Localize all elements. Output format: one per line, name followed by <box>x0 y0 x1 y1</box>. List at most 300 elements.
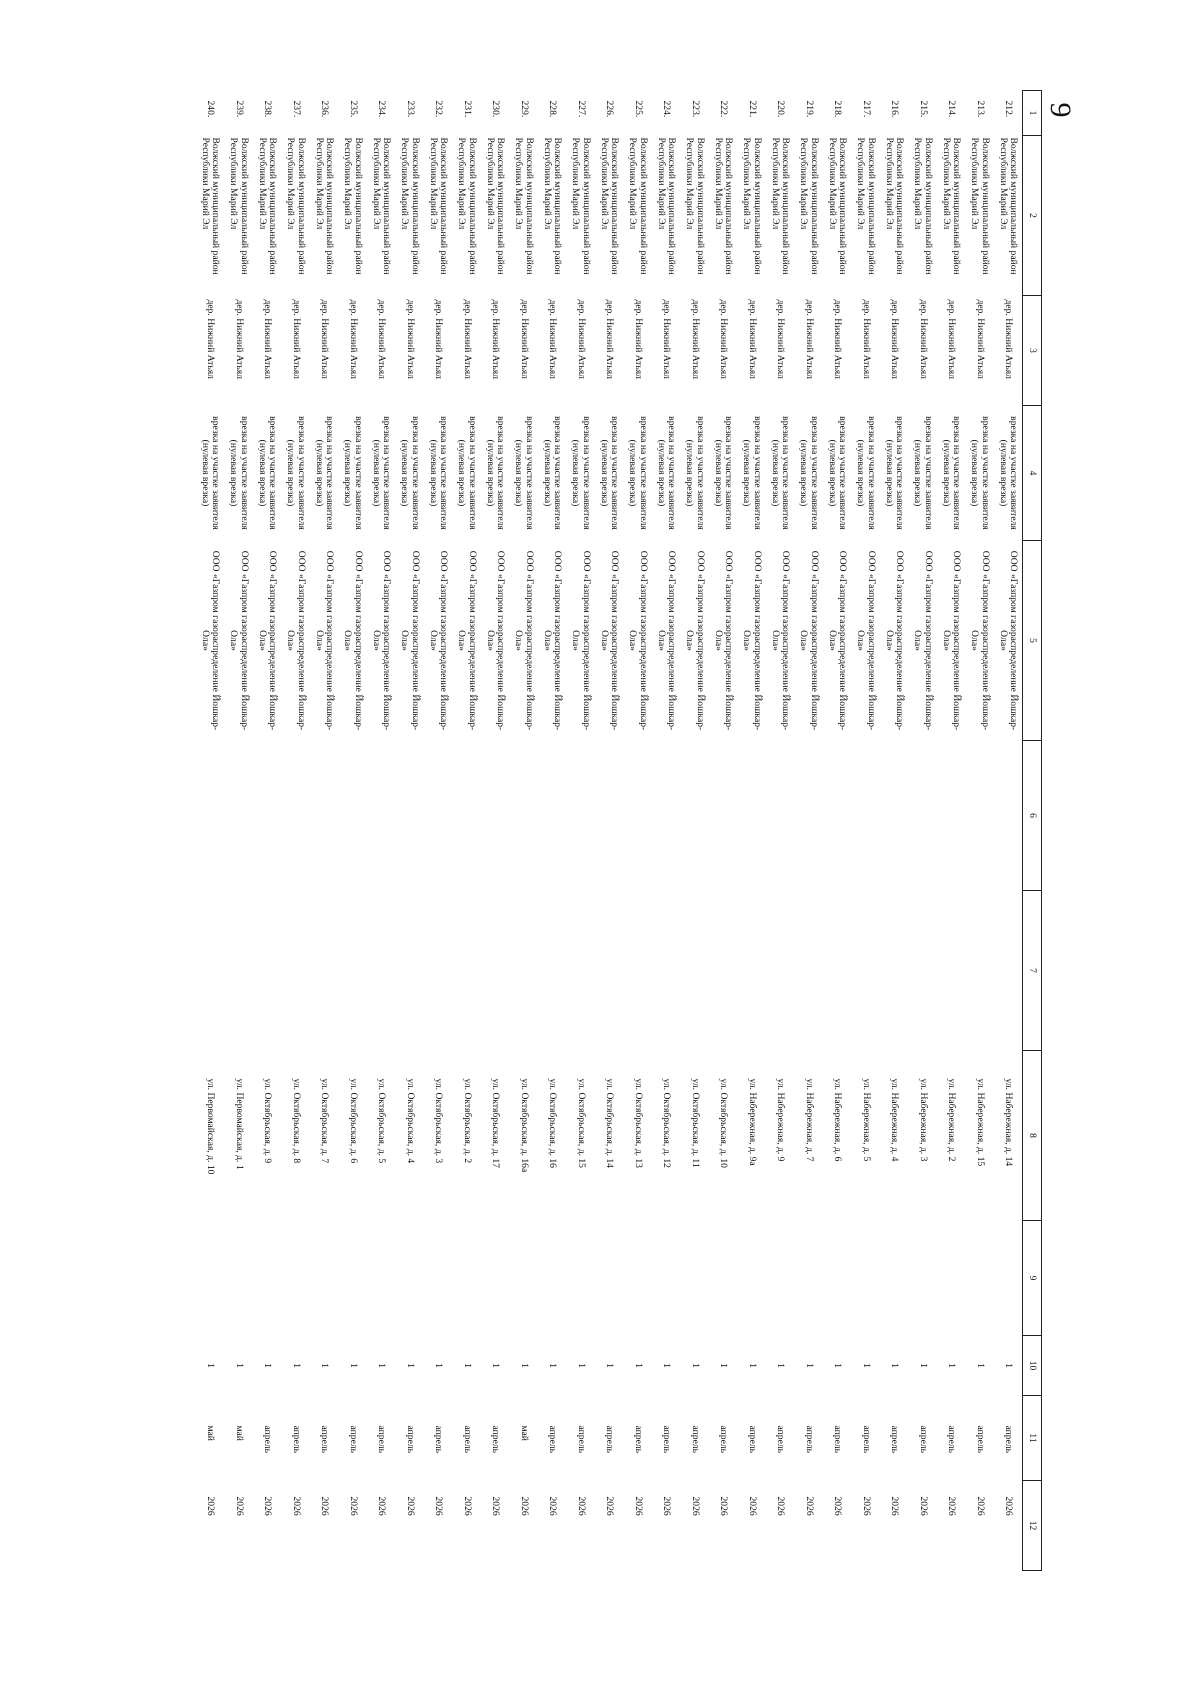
row-number: 224. <box>661 100 673 118</box>
address-cell: ул. Набережная, д. 7 <box>803 1078 815 1162</box>
year-cell: 2026 <box>889 1496 901 1516</box>
address-cell: ул. Октябрьская, д. 14 <box>604 1078 616 1168</box>
organization-cell: ООО «Газпром газораспределение Йошкар-Ола» <box>256 550 279 731</box>
column-6-cell <box>880 741 909 891</box>
table-row <box>196 91 225 1571</box>
quantity-cell: 1 <box>803 1363 815 1368</box>
organization-cell: ООО «Газпром газораспределение Йошкар-Ола» <box>940 550 963 731</box>
column-6-cell <box>851 741 880 891</box>
column-6-cell <box>566 741 595 891</box>
header-cell-3: 3 <box>1023 296 1042 406</box>
column-9-cell <box>566 1221 595 1336</box>
column-6-cell <box>481 741 510 891</box>
quantity-cell: 1 <box>490 1363 502 1368</box>
table-row <box>652 91 681 1571</box>
row-number: 229. <box>518 100 530 118</box>
quantity-cell: 1 <box>404 1363 416 1368</box>
table-row <box>395 91 424 1571</box>
organization-cell: ООО «Газпром газораспределение Йошкар-Ола» <box>456 550 478 731</box>
column-9-cell <box>680 1221 709 1336</box>
work-type-cell: врезка на участке заявителя (нулевая врезка) <box>456 416 478 530</box>
row-number: 239. <box>233 100 245 118</box>
organization-cell: ООО «Газпром газораспределение Йошкар-Ола» <box>228 550 250 731</box>
month-cell: апрель <box>319 1425 331 1453</box>
year-cell: 2026 <box>661 1496 673 1516</box>
organization-cell: ООО «Газпром газораспределение Йошкар-Ола» <box>598 550 621 731</box>
column-6-cell <box>367 741 396 891</box>
district-cell: Волжский муниципальный район Республики Марий Эл <box>969 137 991 275</box>
column-7-cell <box>880 891 909 1051</box>
address-cell: ул. Октябрьская, д. 12 <box>661 1078 673 1168</box>
column-9-cell <box>880 1221 909 1336</box>
column-6-cell <box>538 741 567 891</box>
quantity-cell: 1 <box>946 1363 958 1368</box>
row-number: 213. <box>974 100 986 118</box>
column-7-cell <box>310 891 339 1051</box>
work-type-cell: врезка на участке заявителя (нулевая врезка) <box>228 416 250 530</box>
settlement-cell: дер. Нижний Атьял <box>205 299 217 379</box>
month-cell: апрель <box>661 1425 673 1453</box>
column-9-cell <box>965 1221 994 1336</box>
header-cell-9: 9 <box>1023 1221 1042 1336</box>
quantity-cell: 1 <box>746 1363 758 1368</box>
column-7-cell <box>367 891 396 1051</box>
column-9-cell <box>338 1221 367 1336</box>
settlement-cell: дер. Нижний Атьял <box>319 299 331 379</box>
quantity-cell: 1 <box>575 1363 587 1368</box>
month-cell: апрель <box>604 1425 616 1453</box>
address-cell: ул. Октябрьская, д. 11 <box>689 1078 701 1168</box>
month-cell: апрель <box>832 1425 844 1453</box>
work-type-cell: врезка на участке заявителя (нулевая врезка) <box>769 416 792 530</box>
column-9-cell <box>310 1221 339 1336</box>
column-7-cell <box>794 891 823 1051</box>
district-cell: Волжский муниципальный район Республики Марий Эл <box>313 137 336 275</box>
settlement-cell: дер. Нижний Атьял <box>946 299 958 379</box>
settlement-cell: дер. Нижний Атьял <box>575 299 587 379</box>
settlement-cell: дер. Нижний Атьял <box>518 299 530 379</box>
column-7-cell <box>509 891 538 1051</box>
table-row <box>367 91 396 1571</box>
month-cell: апрель <box>689 1425 701 1453</box>
column-7-cell <box>595 891 624 1051</box>
settlement-cell: дер. Нижний Атьял <box>746 299 758 379</box>
column-6-cell <box>595 741 624 891</box>
table-body <box>196 91 1023 1571</box>
work-type-cell: врезка на участке заявителя (нулевая врезка) <box>712 416 735 530</box>
address-cell: ул. Октябрьская, д. 17 <box>490 1078 502 1168</box>
work-type-cell: врезка на участке заявителя (нулевая врезка) <box>798 416 820 530</box>
year-cell: 2026 <box>718 1496 730 1516</box>
column-7-cell <box>823 891 852 1051</box>
table-container <box>192 90 1042 1570</box>
column-6-cell <box>253 741 282 891</box>
column-9-cell <box>937 1221 966 1336</box>
organization-cell: ООО «Газпром газораспределение Йошкар-Ола» <box>627 550 649 731</box>
column-9-cell <box>709 1221 738 1336</box>
district-cell: Волжский муниципальный район Республики Марий Эл <box>940 137 963 275</box>
quantity-cell: 1 <box>974 1363 986 1368</box>
column-6-cell <box>452 741 481 891</box>
row-number: 220. <box>775 100 787 118</box>
month-cell: апрель <box>718 1425 730 1453</box>
column-6-cell <box>680 741 709 891</box>
district-cell: Волжский муниципальный район Республики Марий Эл <box>712 137 735 275</box>
table-row <box>766 91 795 1571</box>
work-type-cell: врезка на участке заявителя (нулевая врезка) <box>313 416 336 530</box>
settlement-cell: дер. Нижний Атьял <box>974 299 986 379</box>
column-7-cell <box>338 891 367 1051</box>
work-type-cell: врезка на участке заявителя (нулевая врезка) <box>598 416 621 530</box>
address-cell: ул. Октябрьская, д. 10 <box>718 1078 730 1168</box>
page-number: 9 <box>1044 102 1077 118</box>
settlement-cell: дер. Нижний Атьял <box>775 299 787 379</box>
quantity-cell: 1 <box>832 1363 844 1368</box>
row-number: 236. <box>319 100 331 118</box>
settlement-cell: дер. Нижний Атьял <box>803 299 815 379</box>
settlement-cell: дер. Нижний Атьял <box>917 299 929 379</box>
year-cell: 2026 <box>262 1496 274 1516</box>
address-cell: ул. Октябрьская, д. 13 <box>632 1078 644 1168</box>
year-cell: 2026 <box>433 1496 445 1516</box>
column-6-cell <box>965 741 994 891</box>
column-9-cell <box>595 1221 624 1336</box>
year-cell: 2026 <box>974 1496 986 1516</box>
quantity-cell: 1 <box>604 1363 616 1368</box>
column-7-cell <box>652 891 681 1051</box>
column-6-cell <box>766 741 795 891</box>
row-number: 214. <box>946 100 958 118</box>
column-6-cell <box>281 741 310 891</box>
header-cell-8: 8 <box>1023 1051 1042 1221</box>
row-number: 217. <box>860 100 872 118</box>
district-cell: Волжский муниципальный район Республики Марий Эл <box>513 137 535 275</box>
quantity-cell: 1 <box>205 1363 217 1368</box>
work-type-cell: врезка на участке заявителя (нулевая врезка) <box>940 416 963 530</box>
address-cell: ул. Октябрьская, д. 16 <box>547 1078 559 1168</box>
header-cell-6: 6 <box>1023 741 1042 891</box>
column-7-cell <box>851 891 880 1051</box>
organization-cell: ООО «Газпром газораспределение Йошкар-Ола» <box>199 550 222 731</box>
column-7-cell <box>566 891 595 1051</box>
table-row <box>452 91 481 1571</box>
work-type-cell: врезка на участке заявителя (нулевая врезка) <box>370 416 393 530</box>
organization-cell: ООО «Газпром газораспределение Йошкар-Ола» <box>427 550 450 731</box>
year-cell: 2026 <box>347 1496 359 1516</box>
month-cell: май <box>518 1425 530 1441</box>
month-cell: апрель <box>974 1425 986 1453</box>
year-cell: 2026 <box>575 1496 587 1516</box>
organization-cell: ООО «Газпром газораспределение Йошкар-Ола» <box>798 550 820 731</box>
month-cell: апрель <box>775 1425 787 1453</box>
quantity-cell: 1 <box>889 1363 901 1368</box>
organization-cell: ООО «Газпром газораспределение Йошкар-Ола» <box>997 550 1020 731</box>
settlement-cell: дер. Нижний Атьял <box>689 299 701 379</box>
row-number: 231. <box>461 100 473 118</box>
column-7-cell <box>908 891 937 1051</box>
table-row <box>338 91 367 1571</box>
address-cell: ул. Октябрьская, д. 4 <box>404 1078 416 1164</box>
row-number: 233. <box>404 100 416 118</box>
row-number: 240. <box>205 100 217 118</box>
column-9-cell <box>452 1221 481 1336</box>
column-9-cell <box>367 1221 396 1336</box>
month-cell: апрель <box>376 1425 388 1453</box>
district-cell: Волжский муниципальный район Республики Марий Эл <box>199 137 222 275</box>
header-cell-4: 4 <box>1023 406 1042 541</box>
column-6-cell <box>224 741 253 891</box>
column-6-cell <box>937 741 966 891</box>
work-type-cell: врезка на участке заявителя (нулевая врезка) <box>199 416 222 530</box>
settlement-cell: дер. Нижний Атьял <box>661 299 673 379</box>
column-6-cell <box>737 741 766 891</box>
organization-cell: ООО «Газпром газораспределение Йошкар-Ола» <box>883 550 906 731</box>
year-cell: 2026 <box>946 1496 958 1516</box>
column-7-cell <box>709 891 738 1051</box>
header-cell-2: 2 <box>1023 136 1042 296</box>
table-row <box>851 91 880 1571</box>
quantity-cell: 1 <box>290 1363 302 1368</box>
column-7-cell <box>395 891 424 1051</box>
settlement-cell: дер. Нижний Атьял <box>404 299 416 379</box>
year-cell: 2026 <box>832 1496 844 1516</box>
column-6-cell <box>823 741 852 891</box>
year-cell: 2026 <box>461 1496 473 1516</box>
settlement-cell: дер. Нижний Атьял <box>347 299 359 379</box>
column-6-cell <box>709 741 738 891</box>
settlement-cell: дер. Нижний Атьял <box>433 299 445 379</box>
quantity-cell: 1 <box>661 1363 673 1368</box>
year-cell: 2026 <box>490 1496 502 1516</box>
table-row <box>224 91 253 1571</box>
column-7-cell <box>994 891 1023 1051</box>
table-row <box>908 91 937 1571</box>
month-cell: апрель <box>262 1425 274 1453</box>
column-6-cell <box>908 741 937 891</box>
table-row <box>737 91 766 1571</box>
month-cell: апрель <box>889 1425 901 1453</box>
column-6-cell <box>994 741 1023 891</box>
column-7-cell <box>452 891 481 1051</box>
year-cell: 2026 <box>319 1496 331 1516</box>
settlement-cell: дер. Нижний Атьял <box>547 299 559 379</box>
year-cell: 2026 <box>689 1496 701 1516</box>
address-cell: ул. Октябрьская, д. 15 <box>575 1078 587 1168</box>
column-6-cell <box>509 741 538 891</box>
column-9-cell <box>538 1221 567 1336</box>
column-7-cell <box>196 891 225 1051</box>
work-type-cell: врезка на участке заявителя (нулевая врезка) <box>912 416 934 530</box>
month-cell: апрель <box>461 1425 473 1453</box>
row-number: 232. <box>433 100 445 118</box>
column-7-cell <box>253 891 282 1051</box>
settlement-cell: дер. Нижний Атьял <box>604 299 616 379</box>
month-cell: апрель <box>547 1425 559 1453</box>
year-cell: 2026 <box>518 1496 530 1516</box>
work-type-cell: врезка на участке заявителя (нулевая врезка) <box>399 416 421 530</box>
organization-cell: ООО «Газпром газораспределение Йошкар-Ола» <box>912 550 934 731</box>
column-7-cell <box>224 891 253 1051</box>
district-cell: Волжский муниципальный район Республики Марий Эл <box>769 137 792 275</box>
table-row <box>709 91 738 1571</box>
year-cell: 2026 <box>604 1496 616 1516</box>
table-row <box>424 91 453 1571</box>
column-7-cell <box>937 891 966 1051</box>
year-cell: 2026 <box>233 1496 245 1516</box>
column-7-cell <box>281 891 310 1051</box>
address-cell: ул. Октябрьская, д. 16а <box>518 1078 530 1173</box>
quantity-cell: 1 <box>689 1363 701 1368</box>
column-6-cell <box>310 741 339 891</box>
month-cell: апрель <box>860 1425 872 1453</box>
district-cell: Волжский муниципальный район Республики Марий Эл <box>684 137 706 275</box>
organization-cell: ООО «Газпром газораспределение Йошкар-Ола» <box>655 550 678 731</box>
table-row <box>509 91 538 1571</box>
organization-cell: ООО «Газпром газораспределение Йошкар-Ола» <box>484 550 507 731</box>
column-9-cell <box>224 1221 253 1336</box>
district-cell: Волжский муниципальный район Республики Марий Эл <box>912 137 934 275</box>
header-cell-1: 1 <box>1023 91 1042 136</box>
row-number: 234. <box>376 100 388 118</box>
settlement-cell: дер. Нижний Атьял <box>376 299 388 379</box>
header-cell-11: 11 <box>1023 1396 1042 1481</box>
month-cell: апрель <box>803 1425 815 1453</box>
district-cell: Волжский муниципальный район Республики Марий Эл <box>997 137 1020 275</box>
work-type-cell: врезка на участке заявителя (нулевая врезка) <box>883 416 906 530</box>
table-row <box>595 91 624 1571</box>
column-6-cell <box>424 741 453 891</box>
address-cell: ул. Набережная, д. 6 <box>832 1078 844 1162</box>
organization-cell: ООО «Газпром газораспределение Йошкар-Ола» <box>570 550 592 731</box>
district-cell: Волжский муниципальный район Республики Марий Эл <box>256 137 279 275</box>
column-9-cell <box>395 1221 424 1336</box>
month-cell: апрель <box>575 1425 587 1453</box>
row-number: 230. <box>490 100 502 118</box>
table-row <box>994 91 1023 1571</box>
header-row <box>1023 91 1042 1571</box>
column-7-cell <box>538 891 567 1051</box>
connection-schedule-table <box>196 90 1043 1571</box>
column-7-cell <box>965 891 994 1051</box>
row-number: 223. <box>689 100 701 118</box>
organization-cell: ООО «Газпром газораспределение Йошкар-Ола» <box>969 550 991 731</box>
address-cell: ул. Октябрьская, д. 6 <box>347 1078 359 1164</box>
month-cell: апрель <box>290 1425 302 1453</box>
address-cell: ул. Набережная, д. 9 <box>775 1078 787 1162</box>
row-number: 221. <box>746 100 758 118</box>
district-cell: Волжский муниципальный район Республики Марий Эл <box>826 137 849 275</box>
settlement-cell: дер. Нижний Атьял <box>233 299 245 379</box>
month-cell: апрель <box>1003 1425 1015 1453</box>
row-number: 212. <box>1003 100 1015 118</box>
year-cell: 2026 <box>1003 1496 1015 1516</box>
district-cell: Волжский муниципальный район Республики Марий Эл <box>342 137 364 275</box>
district-cell: Волжский муниципальный район Республики Марий Эл <box>598 137 621 275</box>
year-cell: 2026 <box>917 1496 929 1516</box>
row-number: 219. <box>803 100 815 118</box>
column-7-cell <box>680 891 709 1051</box>
table-row <box>880 91 909 1571</box>
district-cell: Волжский муниципальный район Республики Марий Эл <box>883 137 906 275</box>
column-7-cell <box>424 891 453 1051</box>
quantity-cell: 1 <box>347 1363 359 1368</box>
work-type-cell: врезка на участке заявителя (нулевая врезка) <box>627 416 649 530</box>
year-cell: 2026 <box>860 1496 872 1516</box>
organization-cell: ООО «Газпром газораспределение Йошкар-Ола» <box>370 550 393 731</box>
column-9-cell <box>481 1221 510 1336</box>
district-cell: Волжский муниципальный район Республики Марий Эл <box>570 137 592 275</box>
quantity-cell: 1 <box>718 1363 730 1368</box>
quantity-cell: 1 <box>376 1363 388 1368</box>
quantity-cell: 1 <box>518 1363 530 1368</box>
address-cell: ул. Набережная, д. 3 <box>917 1078 929 1162</box>
column-7-cell <box>737 891 766 1051</box>
settlement-cell: дер. Нижний Атьял <box>718 299 730 379</box>
organization-cell: ООО «Газпром газораспределение Йошкар-Ола» <box>285 550 307 731</box>
organization-cell: ООО «Газпром газораспределение Йошкар-Ола» <box>342 550 364 731</box>
settlement-cell: дер. Нижний Атьял <box>290 299 302 379</box>
column-6-cell <box>196 741 225 891</box>
organization-cell: ООО «Газпром газораспределение Йошкар-Ола» <box>541 550 564 731</box>
column-9-cell <box>766 1221 795 1336</box>
address-cell: ул. Октябрьская, д. 5 <box>376 1078 388 1164</box>
address-cell: ул. Первомайская, д. 1 <box>233 1078 245 1170</box>
row-number: 222. <box>718 100 730 118</box>
month-cell: апрель <box>746 1425 758 1453</box>
row-number: 238. <box>262 100 274 118</box>
column-9-cell <box>652 1221 681 1336</box>
column-6-cell <box>623 741 652 891</box>
address-cell: ул. Набережная, д. 9а <box>746 1078 758 1166</box>
column-6-cell <box>395 741 424 891</box>
settlement-cell: дер. Нижний Атьял <box>490 299 502 379</box>
settlement-cell: дер. Нижний Атьял <box>889 299 901 379</box>
year-cell: 2026 <box>290 1496 302 1516</box>
address-cell: ул. Набережная, д. 14 <box>1003 1078 1015 1167</box>
organization-cell: ООО «Газпром газораспределение Йошкар-Ола» <box>855 550 877 731</box>
settlement-cell: дер. Нижний Атьял <box>1003 299 1015 379</box>
column-9-cell <box>253 1221 282 1336</box>
organization-cell: ООО «Газпром газораспределение Йошкар-Ола» <box>513 550 535 731</box>
row-number: 226. <box>604 100 616 118</box>
header-cell-12: 12 <box>1023 1481 1042 1571</box>
district-cell: Волжский муниципальный район Республики Марий Эл <box>399 137 421 275</box>
column-9-cell <box>424 1221 453 1336</box>
row-number: 237. <box>290 100 302 118</box>
table-row <box>538 91 567 1571</box>
table-row <box>965 91 994 1571</box>
district-cell: Волжский муниципальный район Республики Марий Эл <box>627 137 649 275</box>
organization-cell: ООО «Газпром газораспределение Йошкар-Ола» <box>684 550 706 731</box>
column-6-cell <box>794 741 823 891</box>
work-type-cell: врезка на участке заявителя (нулевая врезка) <box>684 416 706 530</box>
row-number: 228. <box>547 100 559 118</box>
address-cell: ул. Набережная, д. 4 <box>889 1078 901 1162</box>
address-cell: ул. Набережная, д. 2 <box>946 1078 958 1162</box>
year-cell: 2026 <box>775 1496 787 1516</box>
quantity-cell: 1 <box>547 1363 559 1368</box>
address-cell: ул. Набережная, д. 15 <box>974 1078 986 1167</box>
quantity-cell: 1 <box>319 1363 331 1368</box>
column-9-cell <box>794 1221 823 1336</box>
quantity-cell: 1 <box>233 1363 245 1368</box>
column-9-cell <box>851 1221 880 1336</box>
column-9-cell <box>994 1221 1023 1336</box>
organization-cell: ООО «Газпром газораспределение Йошкар-Ола» <box>741 550 763 731</box>
row-number: 235. <box>347 100 359 118</box>
settlement-cell: дер. Нижний Атьял <box>632 299 644 379</box>
month-cell: апрель <box>946 1425 958 1453</box>
